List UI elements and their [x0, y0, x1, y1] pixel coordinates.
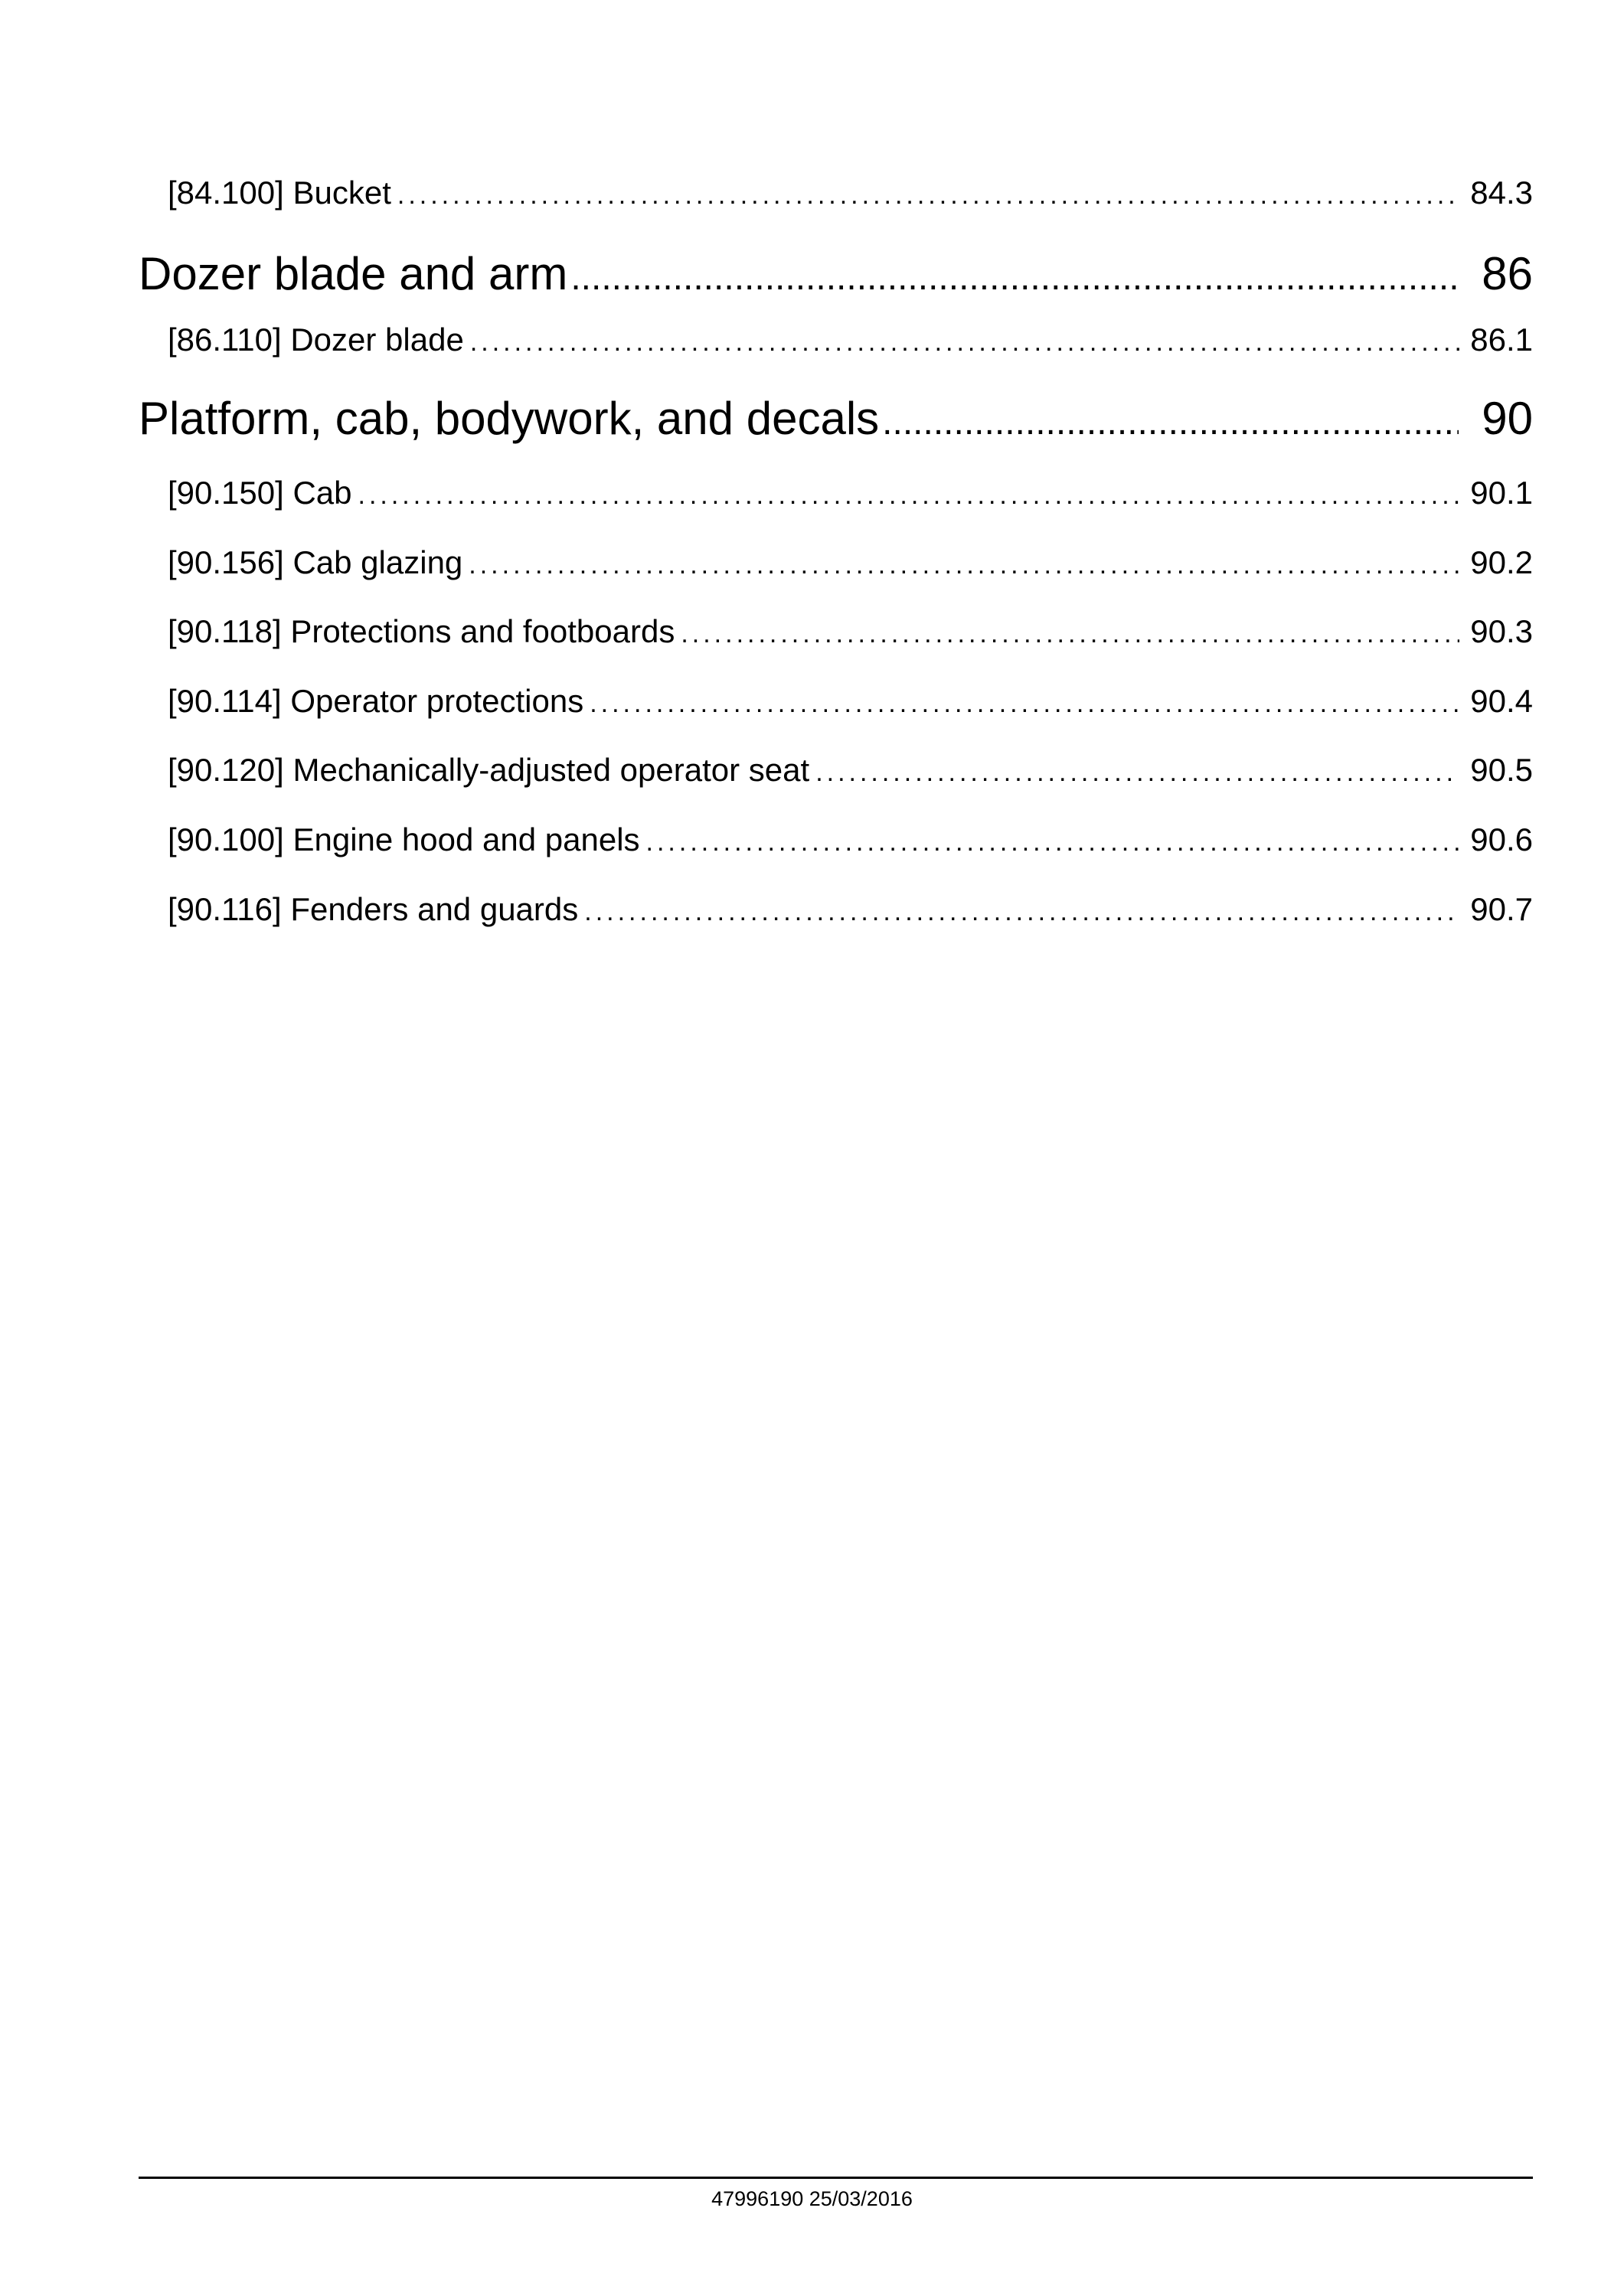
- toc-entry-page: 90.6: [1470, 821, 1533, 857]
- toc-section-page: 90: [1482, 393, 1533, 444]
- toc-entry-protections-and-footboards[interactable]: [168, 613, 1533, 650]
- toc-entry-page: 90.5: [1470, 752, 1533, 788]
- toc-entry-cab[interactable]: [168, 475, 1533, 511]
- toc-section-dozer-blade-and-arm[interactable]: [139, 247, 1533, 300]
- toc-entry-page: 90.4: [1470, 683, 1533, 719]
- toc-entry-dozer-blade[interactable]: [168, 322, 1533, 358]
- toc-entry-page: 90.7: [1470, 891, 1533, 927]
- dot-leader: [590, 689, 1459, 719]
- toc-entry-label: [90.150] Cab: [168, 475, 352, 511]
- toc-entry-operator-protections[interactable]: [168, 683, 1533, 720]
- toc-entry-label: [90.100] Engine hood and panels: [168, 821, 640, 857]
- dot-leader: [397, 181, 1459, 211]
- toc-entry-page: 90.3: [1470, 613, 1533, 649]
- dot-leader: [570, 256, 1459, 299]
- toc-entry-bucket[interactable]: [168, 175, 1533, 211]
- toc-entry-page: 90.2: [1470, 544, 1533, 580]
- dot-leader: [882, 401, 1459, 443]
- toc-entry-page: 90.1: [1470, 475, 1533, 511]
- toc-entry-label: [86.110] Dozer blade: [168, 322, 464, 358]
- dot-leader: [815, 758, 1459, 788]
- dot-leader: [358, 481, 1460, 511]
- toc-entry-page: 84.3: [1470, 175, 1533, 211]
- toc-entry-label: [90.156] Cab glazing: [168, 544, 463, 580]
- dot-leader: [469, 550, 1459, 580]
- footer-divider: [139, 2177, 1533, 2179]
- toc-entry-label: [90.116] Fenders and guards: [168, 891, 579, 927]
- toc-section-page: 86: [1482, 248, 1533, 299]
- toc-entry-cab-glazing[interactable]: [168, 544, 1533, 581]
- toc-entry-mechanically-adjusted-operator-seat[interactable]: [168, 752, 1533, 789]
- toc-section-label: Dozer blade and arm: [139, 248, 568, 299]
- toc-entry-engine-hood-and-panels[interactable]: [168, 821, 1533, 858]
- toc-entry-label: [90.118] Protections and footboards: [168, 613, 675, 649]
- dot-leader: [584, 897, 1459, 927]
- toc-section-label: Platform, cab, bodywork, and decals: [139, 393, 880, 444]
- dot-leader: [470, 328, 1459, 358]
- toc-entry-label: [90.120] Mechanically-adjusted operator seat: [168, 752, 810, 788]
- dot-leader: [681, 619, 1459, 649]
- toc-entry-label: [84.100] Bucket: [168, 175, 391, 211]
- toc-section-platform-cab-bodywork-decals[interactable]: [139, 392, 1533, 445]
- footer-document-id: 47996190 25/03/2016: [711, 2187, 913, 2210]
- dot-leader: [646, 828, 1460, 857]
- toc-entry-fenders-and-guards[interactable]: [168, 891, 1533, 928]
- toc-entry-label: [90.114] Operator protections: [168, 683, 584, 719]
- toc-entry-page: 86.1: [1470, 322, 1533, 358]
